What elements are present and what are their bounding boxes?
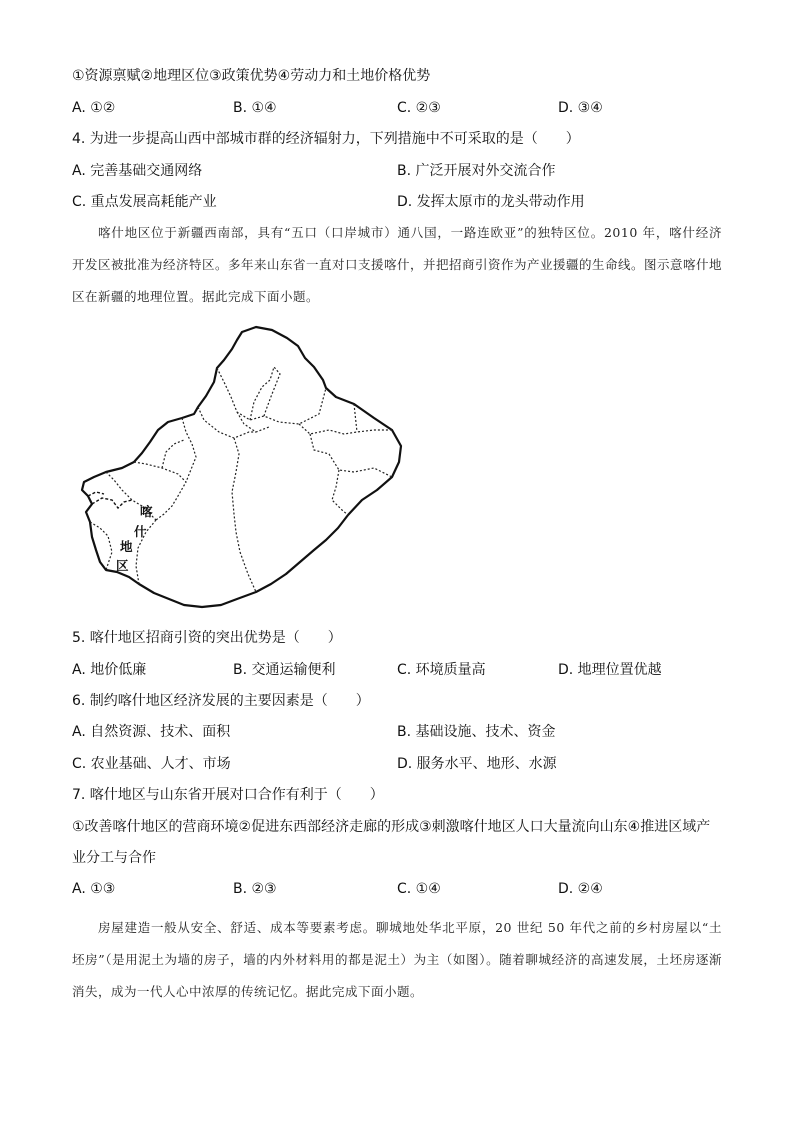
option-c[interactable]: C. ②③ <box>397 100 441 116</box>
q4-option-b[interactable]: B. 广泛开展对外交流合作 <box>397 163 556 179</box>
option-a[interactable]: A. ①② <box>72 100 116 116</box>
q5-option-a[interactable]: A. 地价低廉 <box>72 662 147 678</box>
kashgar-region-boundary <box>88 492 132 508</box>
question-7: 7. 喀什地区与山东省开展对口合作有利于（ ） <box>72 787 384 803</box>
xinjiang-outline <box>82 327 401 607</box>
q4-option-a[interactable]: A. 完善基础交通网络 <box>72 163 203 179</box>
question-stem-statements: ①资源禀赋②地理区位③政策优势④劳动力和土地价格优势 <box>72 68 431 84</box>
reading-passage-liaocheng <box>72 912 722 1008</box>
question-5: 5. 喀什地区招商引资的突出优势是（ ） <box>72 630 342 646</box>
q6-option-a[interactable]: A. 自然资源、技术、面积 <box>72 724 231 740</box>
q4-option-c[interactable]: C. 重点发展高耗能产业 <box>72 194 217 210</box>
q6-option-b[interactable]: B. 基础设施、技术、资金 <box>397 724 556 740</box>
q7-option-d[interactable]: D. ②④ <box>558 881 603 897</box>
map-label-shi: 什 <box>134 524 147 539</box>
question-4: 4. 为进一步提高山西中部城市群的经济辐射力，下列措施中不可采取的是（ ） <box>72 131 580 147</box>
q7-option-a[interactable]: A. ①③ <box>72 881 116 897</box>
q7-stem-line-1: ①改善喀什地区的营商环境②促进东西部经济走廊的形成③刺激喀什地区人口大量流向山东④推进区域产 <box>72 819 711 835</box>
map-label-di: 地 <box>120 539 133 554</box>
q7-stem-line-2: 业分工与合作 <box>72 850 156 866</box>
reading-passage-kashgar <box>72 217 722 313</box>
option-d[interactable]: D. ③④ <box>558 100 603 116</box>
q5-option-d[interactable]: D. 地理位置优越 <box>558 662 662 678</box>
map-label-qu: 区 <box>116 558 129 573</box>
option-b[interactable]: B. ①④ <box>233 100 277 116</box>
q5-option-b[interactable]: B. 交通运输便利 <box>233 662 336 678</box>
q4-option-d[interactable]: D. 发挥太原市的龙头带动作用 <box>397 194 585 210</box>
passage-text: 房屋建造一般从安全、舒适、成本等要素考虑。聊城地处华北平原，20 世纪 50 年代之前的乡村房屋以“土坯房”（是用泥土为墙的房子，墙的内外材料用的都是泥土）为主（如图）。随着聊城经济的高速发展，土坯房逐渐消失，成为一代人心中浓厚的传统记忆。据此完成下面小题。 <box>72 920 722 999</box>
kashgar-region-label <box>116 504 153 573</box>
question-6: 6. 制约喀什地区经济发展的主要因素是（ ） <box>72 693 370 709</box>
passage-text: 喀什地区位于新疆西南部，具有“五口（口岸城市）通八国，一路连欧亚”的独特区位。2010 年，喀什经济开发区被批准为经济特区。多年来山东省一直对口支援喀什，并把招商引资作为产业援疆的生命线。图示意喀什地区在新疆的地理位置。据此完成下面小题。 <box>72 225 723 304</box>
q5-option-c[interactable]: C. 环境质量高 <box>397 662 486 678</box>
q6-option-c[interactable]: C. 农业基础、人才、市场 <box>72 756 231 772</box>
q7-option-b[interactable]: B. ②③ <box>233 881 277 897</box>
xinjiang-map-figure <box>74 322 406 612</box>
map-label-ka: 喀 <box>140 504 153 519</box>
q7-option-c[interactable]: C. ①④ <box>397 881 441 897</box>
q6-option-d[interactable]: D. 服务水平、地形、水源 <box>397 756 557 772</box>
